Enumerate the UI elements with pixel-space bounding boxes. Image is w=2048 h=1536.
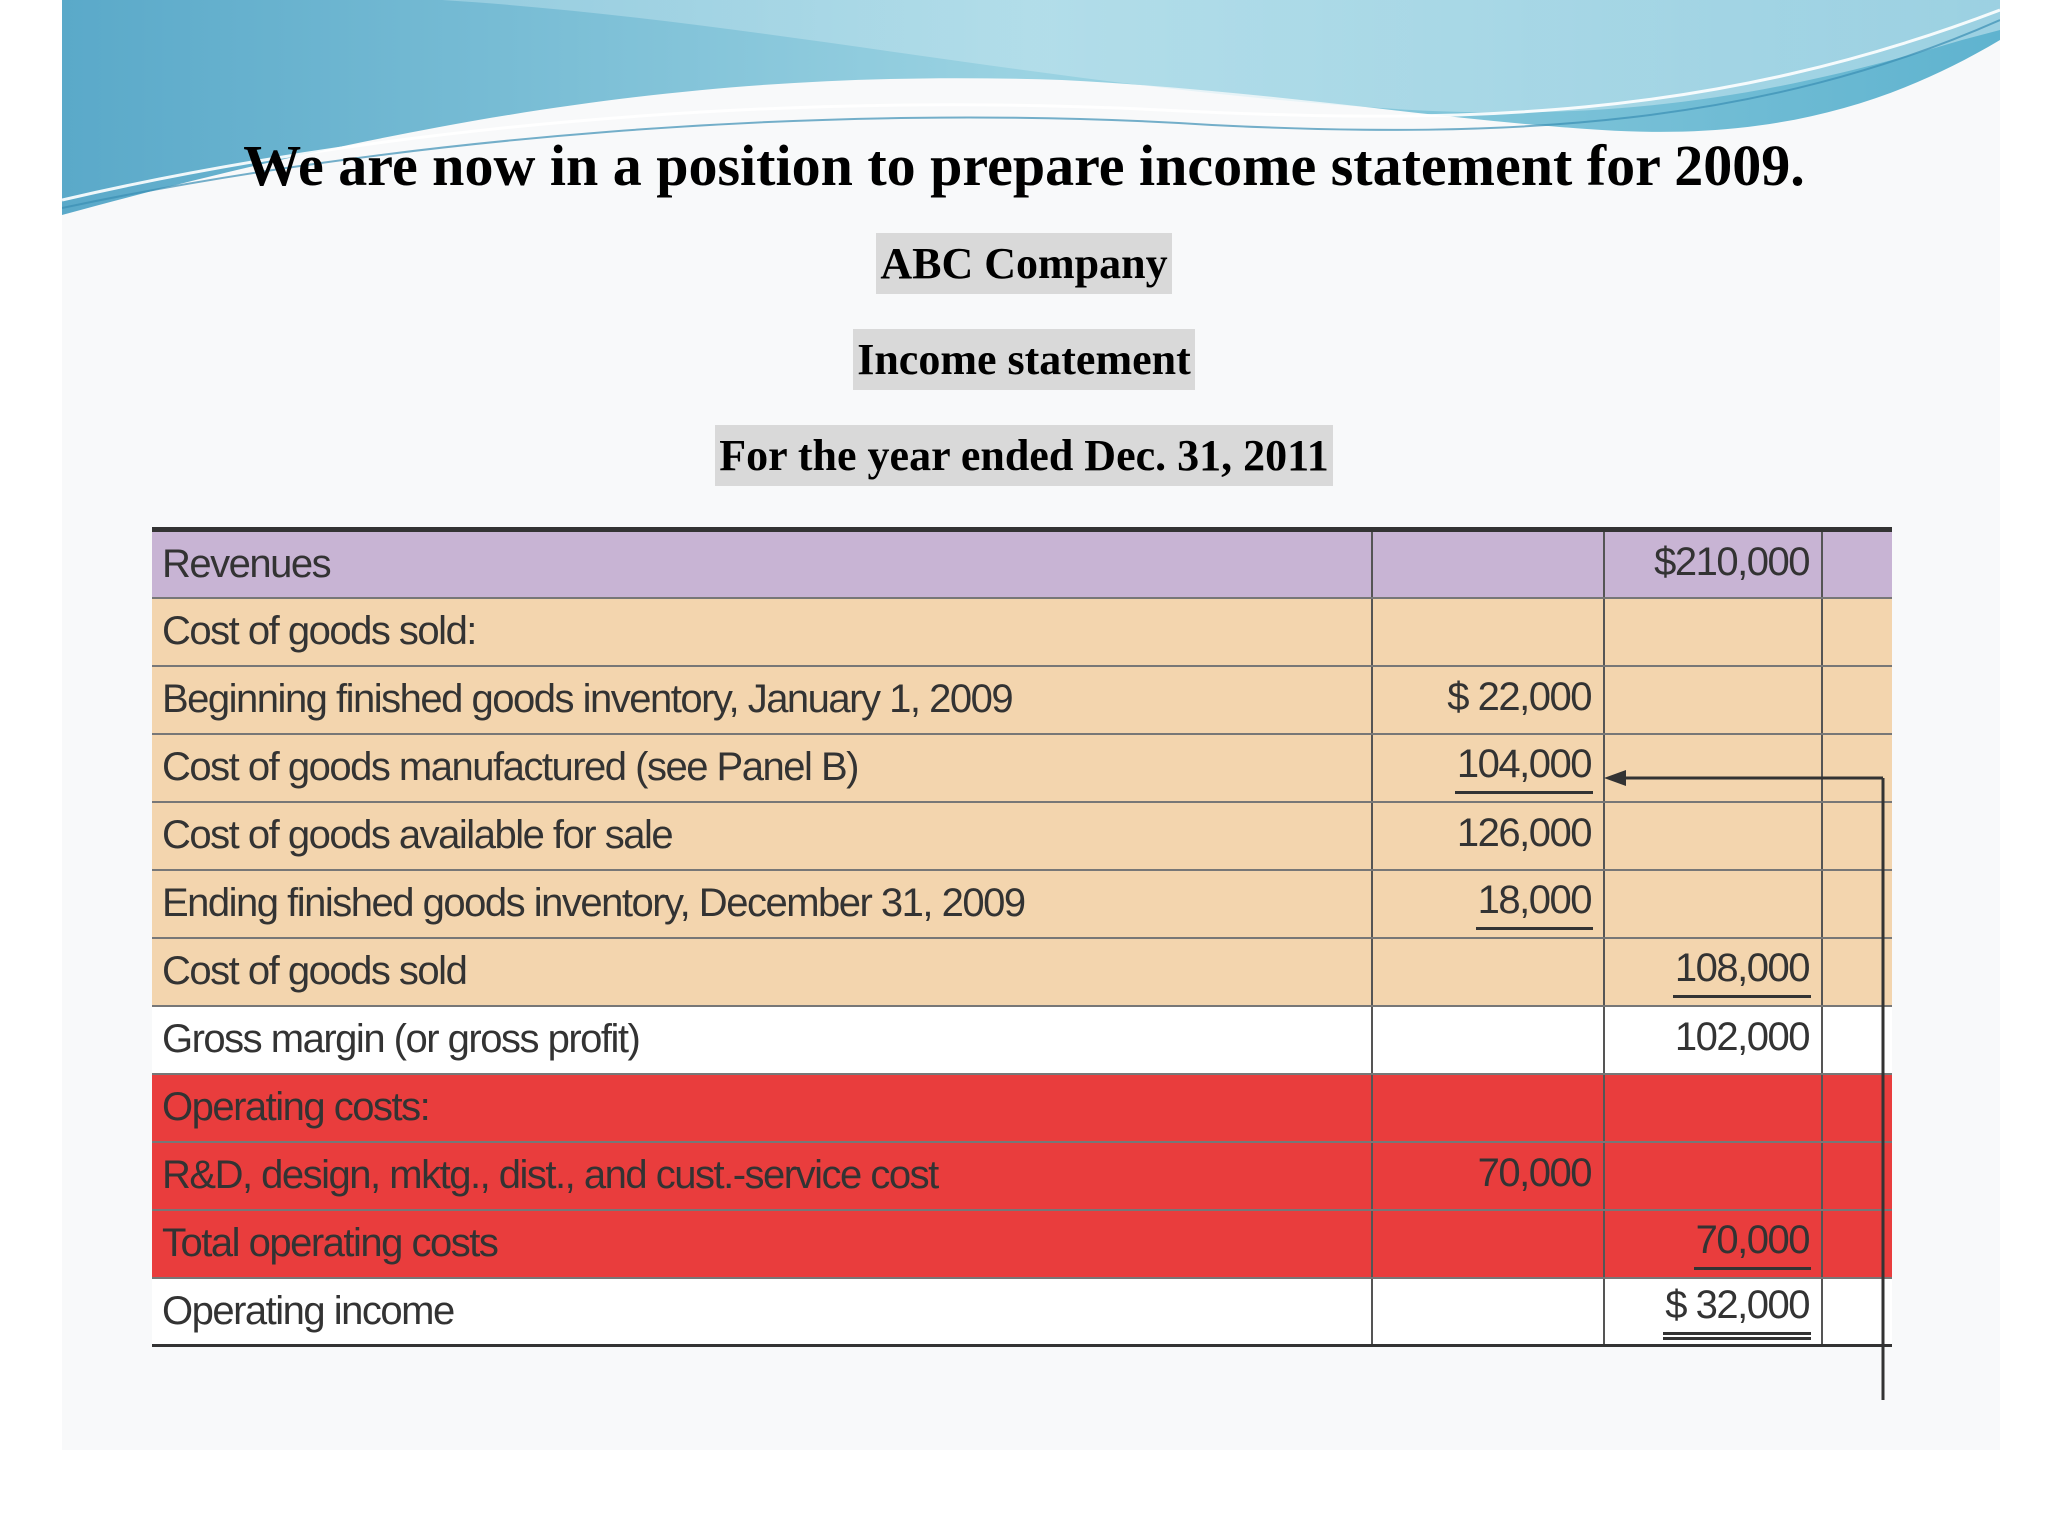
row-total (1604, 870, 1822, 938)
row-total (1604, 1142, 1822, 1210)
row-label: Cost of goods manufactured (see Panel B) (152, 734, 1372, 802)
row-subtotal (1372, 1278, 1604, 1346)
row-total: $210,000 (1604, 530, 1822, 598)
row-label: Beginning finished goods inventory, January 1, 2009 (152, 666, 1372, 734)
row-subtotal: 104,000 (1372, 734, 1604, 802)
row-total: $ 32,000 (1604, 1278, 1822, 1346)
row-label: Gross margin (or gross profit) (152, 1006, 1372, 1074)
row-label: Cost of goods sold (152, 938, 1372, 1006)
row-total (1604, 598, 1822, 666)
row-total: 102,000 (1604, 1006, 1822, 1074)
table-row-cogs-total (152, 938, 1892, 1006)
row-subtotal (1372, 1210, 1604, 1278)
row-total (1604, 1074, 1822, 1142)
row-total: 108,000 (1604, 938, 1822, 1006)
company-name: ABC Company (0, 238, 2048, 289)
row-subtotal (1372, 530, 1604, 598)
table-row-total-operating-costs (152, 1210, 1892, 1278)
table-row-cogs-header (152, 598, 1892, 666)
table-row-operating-income (152, 1278, 1892, 1346)
table-row-operating-cost-items (152, 1142, 1892, 1210)
table-row-gross-margin (152, 1006, 1892, 1074)
row-label: Operating costs: (152, 1074, 1372, 1142)
row-label: Operating income (152, 1278, 1372, 1346)
row-label: Cost of goods available for sale (152, 802, 1372, 870)
row-subtotal: 18,000 (1372, 870, 1604, 938)
row-subtotal: 70,000 (1372, 1142, 1604, 1210)
row-label: Cost of goods sold: (152, 598, 1372, 666)
row-total (1604, 802, 1822, 870)
statement-title: Income statement (0, 334, 2048, 385)
slide-headline: We are now in a position to prepare income statement for 2009. (243, 133, 1805, 198)
table-row-revenues (152, 530, 1892, 598)
row-subtotal: 126,000 (1372, 802, 1604, 870)
row-label: R&D, design, mktg., dist., and cust.-service cost (152, 1142, 1372, 1210)
row-subtotal (1372, 938, 1604, 1006)
row-subtotal (1372, 598, 1604, 666)
row-total (1604, 666, 1822, 734)
row-label: Total operating costs (152, 1210, 1372, 1278)
row-subtotal (1372, 1006, 1604, 1074)
table-row-beginning-inventory (152, 666, 1892, 734)
row-label: Revenues (152, 530, 1372, 598)
statement-period: For the year ended Dec. 31, 2011 (0, 430, 2048, 481)
table-row-operating-costs-header (152, 1074, 1892, 1142)
row-label: Ending finished goods inventory, December 31, 2009 (152, 870, 1372, 938)
row-total (1604, 734, 1822, 802)
table-row-cogm (152, 734, 1892, 802)
row-subtotal (1372, 1074, 1604, 1142)
table-row-ending-inventory (152, 870, 1892, 938)
table-row-available-for-sale (152, 802, 1892, 870)
income-statement-table (152, 527, 1892, 1347)
row-total: 70,000 (1604, 1210, 1822, 1278)
row-subtotal: $ 22,000 (1372, 666, 1604, 734)
